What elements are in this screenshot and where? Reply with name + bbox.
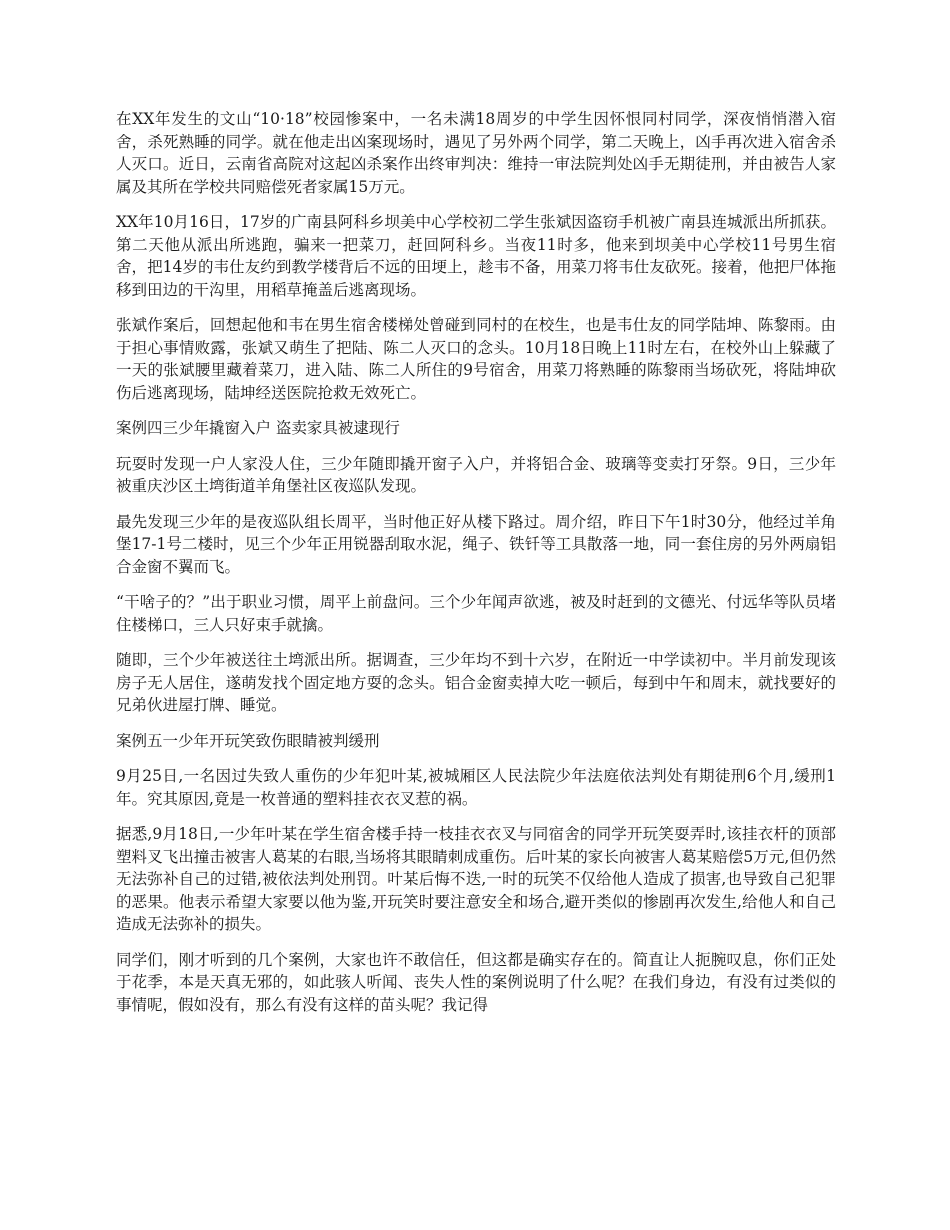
paragraph-case-four-investigation: 随即，三个少年被送往土塆派出所。据调查，三少年均不到十六岁，在附近一中学读初中。半月前发现该房子无人居住，遂萌发找个固定地方耍的念头。铝合金窗卖掉大吃一顿后，每到中午和周末，就找要好的兄弟伙进屋打牌、睡觉。	[116, 651, 836, 714]
heading-case-five: 案例五一少年开玩笑致伤眼睛被判缓刑	[116, 731, 380, 750]
paragraph-case-five-verdict: 9月25日,一名因过失致人重伤的少年犯叶某,被城厢区人民法院少年法庭依法判处有期徒刑6个月,缓刑1年。究其原因,竟是一枚普通的塑料挂衣衣叉惹的祸。	[116, 767, 836, 808]
paragraph-wenshan-case: 在XX年发生的文山“10·18”校园惨案中，一名未满18周岁的中学生因怀恨同村同学，深夜悄悄潜入宿舍，杀死熟睡的同学。就在他走出凶案现场时，遇见了另外两个同学，第二天晚上，凶手再次进入宿舍杀人灭口。近日，云南省高院对这起凶杀案作出终审判决：维持一审法院判处凶手无期徒刑，并由被告人家属及其所在学校共同赔偿死者家属15万元。	[116, 110, 836, 196]
paragraph-zhangbin-first-crime: XX年10月16日，17岁的广南县阿科乡坝美中心学校初二学生张斌因盗窃手机被广南县连城派出所抓获。第二天他从派出所逃跑，骗来一把菜刀，赶回阿科乡。当夜11时多，他来到坝美中心学校11号男生宿舍，把14岁的韦仕友约到教学楼背后不远的田埂上，趁韦不备，用菜刀将韦仕友砍死。接着，他把尸体拖移到田边的干沟里，用稻草掩盖后逃离现场。	[116, 213, 836, 299]
paragraph-case-four-discovery: 最先发现三少年的是夜巡队组长周平，当时他正好从楼下路过。周介绍，昨日下午1时30分，他经过羊角堡17-1号二楼时，见三个少年正用锐器刮取水泥，绳子、铁钎等工具散落一地，同一套住房的另外两扇铝合金窗不翼而飞。	[116, 512, 836, 576]
paragraph-case-four-intro: 玩耍时发现一户人家没人住，三少年随即撬开窗子入户，并将铝合金、玻璃等变卖打牙祭。9日，三少年被重庆沙区土塆街道羊角堡社区夜巡队发现。	[116, 454, 836, 495]
paragraph-closing-remarks: 同学们，刚才听到的几个案例，大家也许不敢信任，但这都是确实存在的。简直让人扼腕叹息，你们正处于花季，本是天真无邪的，如此骇人听闻、丧失人性的案例说明了什么呢？在我们身边，有没有过类似的事情呢，假如没有，那么有没有这样的苗头呢？我记得	[116, 950, 836, 1014]
paragraph-case-five-details: 据悉,9月18日,一少年叶某在学生宿舍楼手持一枝挂衣衣叉与同宿舍的同学开玩笑耍弄时,该挂衣杆的顶部塑料叉飞出撞击被害人葛某的右眼,当场将其眼睛刺成重伤。后叶某的家长向被害人葛某赔偿5万元,但仍然无法弥补自己的过错,被依法判处刑罚。叶某后悔不迭,一时的玩笑不仅给他人造成了损害,也导致自己犯罪的恶果。他表示希望大家要以他为鉴,开玩笑时要注意安全和场合,避开类似的惨剧再次发生,给他人和自己造成无法弥补的损失。	[116, 825, 836, 933]
paragraph-case-four-arrest: “干啥子的？”出于职业习惯，周平上前盘问。三个少年闻声欲逃，被及时赶到的文德光、付远华等队员堵住楼梯口，三人只好束手就擒。	[116, 593, 836, 634]
document-body	[116, 108, 836, 1029]
heading-case-four: 案例四三少年撬窗入户 盗卖家具被逮现行	[116, 419, 400, 437]
paragraph-zhangbin-second-crime: 张斌作案后，回想起他和韦在男生宿舍楼梯处曾碰到同村的在校生，也是韦仕友的同学陆坤、陈黎雨。由于担心事情败露，张斌又萌生了把陆、陈二人灭口的念头。10月18日晚上11时左右，在校外山上躲藏了一天的张斌腰里藏着菜刀，进入陆、陈二人所住的9号宿舍，用菜刀将熟睡的陈黎雨当场砍死，将陆坤砍伤后逃离现场，陆坤经送医院抢救无效死亡。	[116, 316, 836, 402]
